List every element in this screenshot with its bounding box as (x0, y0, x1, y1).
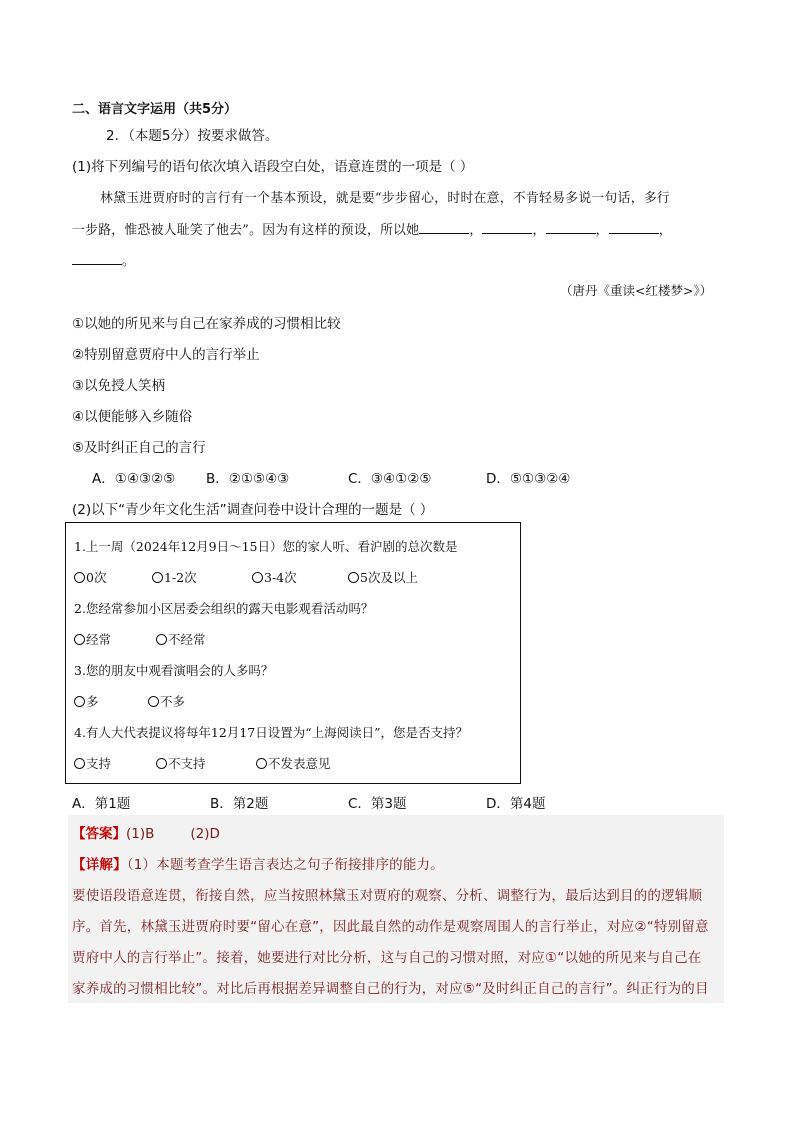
detail-label: 【详解】 (72, 857, 127, 873)
choice-a: A．①④③②⑤ (92, 471, 176, 487)
survey-option: 不经常 (156, 630, 206, 648)
survey-option: 5次及以上 (348, 568, 418, 586)
choice-c: C．③④①②⑤ (348, 471, 432, 487)
blank-4 (609, 221, 659, 234)
part2-choice-d: D．第4题 (486, 796, 546, 812)
section-title: 二、语言文字运用（共5分） (72, 102, 238, 117)
separator: ， (532, 223, 546, 238)
part2-choice-c: C．第3题 (348, 796, 407, 812)
part2-choice-a: A．第1题 (72, 796, 131, 812)
detail-line-4: 家养成的习惯相比较”。对比后再根据差异调整自己的行为，对应⑤“及时纠正自己的言行”。纠正行为的目 (72, 981, 709, 997)
passage-source: （唐丹《重读<红楼梦>》） (560, 283, 713, 298)
survey-question-2: 2.您经常参加小区居委会组织的露天电影观看活动吗？ (74, 601, 374, 616)
detail-intro: （1）本题考查学生语言表达之句子衔接排序的能力。 (126, 857, 444, 873)
part1-prompt: (1)将下列编号的语句依次填入语段空白处，语意连贯的一项是（ ） (72, 159, 474, 175)
survey-question-3: 3.您的朋友中观看演唱会的人多吗？ (74, 663, 274, 678)
separator: ， (658, 223, 672, 238)
item-4: ④以便能够入乡随俗 (72, 409, 193, 425)
passage-line-1: 林黛玉进贾府时的言行有一个基本预设，就是要“步步留心，时时在意，不肯轻易多说一句话，多行 (100, 191, 671, 206)
item-2: ②特别留意贾府中人的言行举止 (72, 347, 260, 363)
radio-circle-icon (348, 572, 359, 583)
answer-label: 【答案】 (72, 826, 126, 842)
survey-option: 1-2次 (152, 568, 197, 586)
passage-end: 。 (122, 254, 136, 269)
survey-option: 多 (74, 692, 99, 710)
survey-option: 支持 (74, 754, 111, 772)
detail-intro-line (72, 853, 444, 873)
passage-line-3 (72, 250, 135, 269)
answer-text-1: (1)B (126, 826, 155, 842)
part2-prompt: (2)以下“青少年文化生活”调查问卷中设计合理的一题是（ ） (72, 502, 434, 518)
radio-circle-icon (252, 572, 263, 583)
answer-panel (68, 815, 724, 1003)
separator: ， (595, 223, 609, 238)
answer-text-2: (2)D (190, 826, 220, 842)
radio-circle-icon (156, 634, 167, 645)
radio-circle-icon (74, 758, 85, 769)
survey-box (65, 522, 521, 784)
radio-circle-icon (74, 696, 85, 707)
survey-option: 不多 (148, 692, 185, 710)
passage-line-2-text: 一步路，惟恐被人耻笑了他去”。因为有这样的预设，所以她 (72, 223, 420, 238)
detail-line-2: 序。首先，林黛玉进贾府时要“留心在意”，因此最自然的动作是观察周围人的言行举止，对应②“特别留意 (72, 919, 709, 935)
survey-option: 经常 (74, 630, 111, 648)
item-5: ⑤及时纠正自己的言行 (72, 440, 206, 456)
blank-1 (419, 221, 469, 234)
radio-circle-icon (152, 572, 163, 583)
detail-line-1: 要使语段语意连贯，衔接自然，应当按照林黛玉对贾府的观察、分析、调整行为，最后达到目的的逻辑顺 (72, 888, 703, 904)
survey-option: 不发表意见 (256, 754, 331, 772)
blank-3 (546, 221, 596, 234)
choice-b: B．②①⑤④③ (206, 471, 290, 487)
blank-2 (482, 221, 532, 234)
radio-circle-icon (148, 696, 159, 707)
part2-choice-b: B．第2题 (210, 796, 269, 812)
item-1: ①以她的所见来与自己在家养成的习惯相比较 (72, 316, 341, 332)
survey-option: 3-4次 (252, 568, 297, 586)
survey-question-4: 4.有人大代表提议将每年12月17日设置为“上海阅读日”，您是否支持？ (74, 725, 469, 740)
separator: ， (469, 223, 483, 238)
radio-circle-icon (256, 758, 267, 769)
passage-line-2 (72, 219, 672, 238)
radio-circle-icon (156, 758, 167, 769)
blank-5 (72, 252, 122, 265)
survey-option: 0次 (74, 568, 106, 586)
survey-option: 不支持 (156, 754, 206, 772)
choice-d: D．⑤①③②④ (486, 471, 571, 487)
item-3: ③以免授人笑柄 (72, 378, 166, 394)
survey-question-1: 1.上一周（2024年12月9日～15日）您的家人听、看沪剧的总次数是 (74, 539, 458, 554)
radio-circle-icon (74, 634, 85, 645)
answer-line (72, 822, 220, 842)
question-header: 2．（本题5分）按要求做答。 (106, 128, 279, 144)
detail-line-3: 贾府中人的言行举止”。接着，她要进行对比分析，这与自己的习惯对照，对应①“以她的所见来与自己在 (72, 950, 702, 966)
radio-circle-icon (74, 572, 85, 583)
